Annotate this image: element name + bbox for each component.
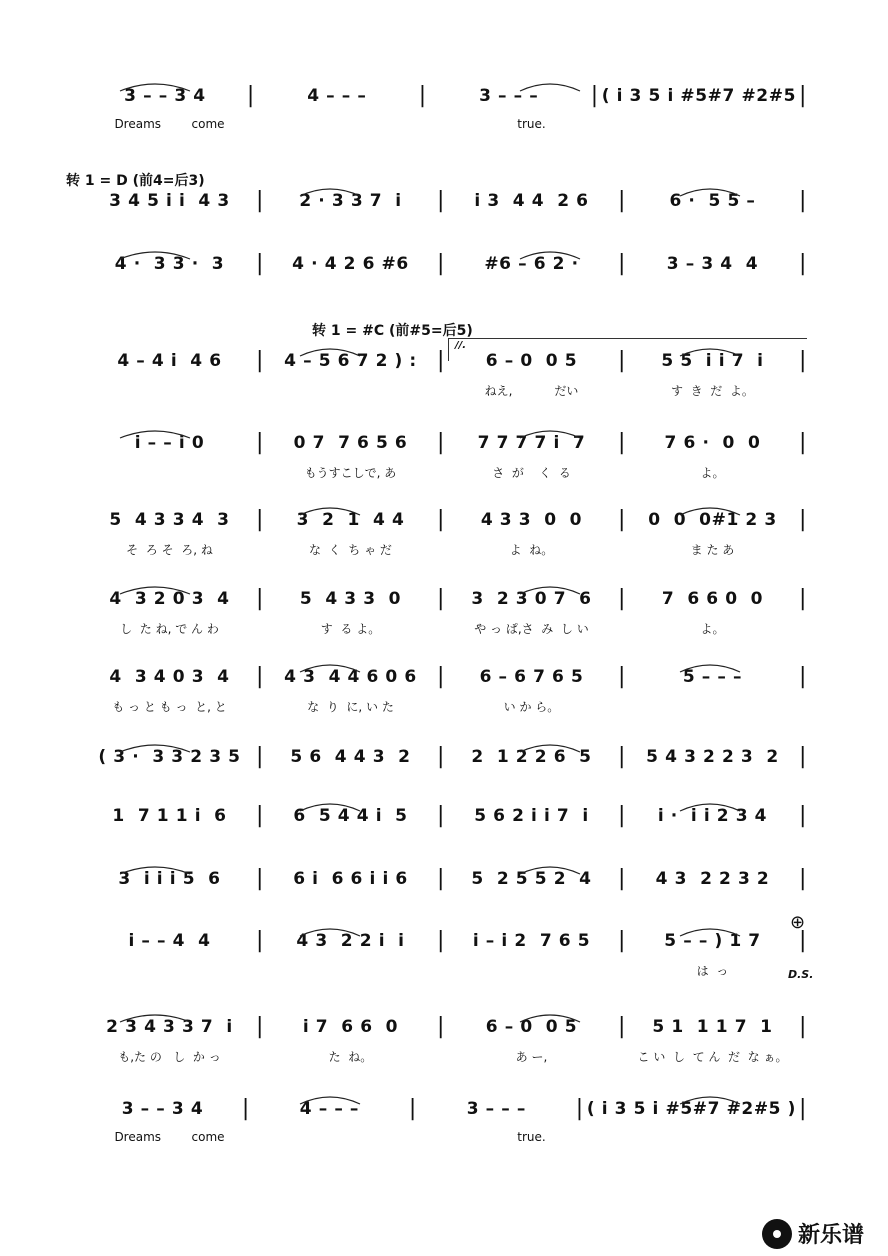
measure: 3 4 5 i i 4 3	[109, 191, 230, 211]
barline: |	[436, 348, 445, 373]
measure: 0 7 7 6 5 6	[293, 433, 408, 453]
barline: |	[798, 1014, 807, 1039]
measure: 6 – 6 7 6 5	[479, 667, 584, 687]
measure: 5 – – –	[682, 667, 743, 687]
measure: i 7 6 6 0	[302, 1017, 399, 1037]
measure: 2 3 4 3 3 7 i	[106, 1017, 233, 1037]
barline: |	[798, 430, 807, 455]
lyric-line	[86, 1130, 810, 1144]
measure: 5 – – ) 1 7	[664, 931, 761, 951]
lyric-line	[86, 962, 810, 979]
measure: 4 – 4 i 4 6	[117, 351, 222, 371]
barline: |	[617, 348, 626, 373]
lyric-text: や っ ぱ,さ み し い	[474, 622, 589, 636]
measure: 4 3 3 0 0	[480, 510, 583, 530]
barline: |	[799, 83, 808, 108]
measure: 5 4 3 3 0	[299, 589, 402, 609]
notation-line	[86, 666, 810, 688]
measure: 4 – – –	[299, 1099, 360, 1119]
score-row	[0, 805, 888, 851]
notation-line	[86, 868, 810, 890]
lyric-text: も っ と も っ と, と	[112, 700, 227, 714]
barline: |	[255, 507, 264, 532]
barline: |	[241, 1096, 250, 1121]
score-row	[0, 666, 888, 712]
score-row	[0, 253, 888, 299]
barline: |	[436, 251, 445, 276]
score-row	[0, 432, 888, 478]
measure: ( 3 · 3 3 2 3 5	[98, 747, 241, 767]
lyric-text	[629, 1130, 796, 1144]
barline: |	[798, 803, 807, 828]
barline: |	[436, 744, 445, 769]
measure: 5 5 i i 7 i	[661, 351, 764, 371]
measure: 4 – 5 6 7 2 ) :	[284, 351, 417, 371]
lyric-text	[267, 117, 434, 131]
lyric-text: よ ね。	[509, 543, 554, 557]
key-change-d: 转 1 = D (前4=后3)	[66, 173, 205, 189]
measure: 5 4 3 3 4 3	[109, 510, 230, 530]
notation-line	[86, 509, 810, 531]
lyric-text	[448, 962, 615, 979]
barline: |	[255, 188, 264, 213]
barline: |	[798, 348, 807, 373]
barline: |	[798, 1096, 807, 1121]
measure: 6 5 4 4 i 5	[293, 806, 408, 826]
score-row	[0, 930, 888, 976]
barline: |	[798, 507, 807, 532]
barline: |	[418, 83, 427, 108]
barline: |	[255, 251, 264, 276]
lyric-text: もうすこしで, あ	[304, 466, 397, 480]
barline: |	[255, 586, 264, 611]
barline: |	[798, 188, 807, 213]
ds-mark: D.S.	[788, 968, 814, 981]
lyric-text: な く ち ゃ だ	[309, 543, 392, 557]
lyric-text: も,た の し か っ	[118, 1050, 221, 1064]
lyric-line	[86, 541, 810, 558]
measure: 7 6 · 0 0	[664, 433, 761, 453]
measure: 5 4 3 2 2 3 2	[646, 747, 779, 767]
barline: |	[617, 664, 626, 689]
lyric-text: そ ろ そ ろ, ね	[126, 543, 213, 557]
measure: 6 · 5 5 –	[669, 191, 756, 211]
coda-icon: ⊕	[790, 912, 806, 933]
barline: |	[255, 430, 264, 455]
measure: 5 2 5 5 2 4	[471, 869, 592, 889]
barline: |	[408, 1096, 417, 1121]
measure: i – – 4 4	[128, 931, 211, 951]
lyric-text: true.	[517, 117, 546, 131]
measure: i – – i 0	[134, 433, 205, 453]
score-row	[0, 509, 888, 555]
barline: |	[617, 251, 626, 276]
notation-line	[86, 1016, 810, 1038]
measure: 4 3 2 0 3 4	[109, 589, 230, 609]
lyric-text	[629, 698, 796, 715]
measure: i – i 2 7 6 5	[472, 931, 591, 951]
lyric-text: Dreams come	[114, 117, 225, 131]
lyric-text	[86, 962, 253, 979]
barline: |	[436, 1014, 445, 1039]
measure: 6 – 0 0 5	[485, 1017, 578, 1037]
lyric-text: し た ね, で ん わ	[120, 622, 219, 636]
record-icon	[762, 1219, 792, 1249]
lyric-text: こ い し て ん だ な ぁ。	[637, 1050, 788, 1064]
measure: 5 6 2 i i 7 i	[474, 806, 589, 826]
barline: |	[246, 83, 255, 108]
barline: |	[255, 664, 264, 689]
lyric-text: true.	[517, 1130, 546, 1144]
lyric-text: す き だ よ。	[671, 384, 754, 398]
measure: 4 3 4 0 3 4	[109, 667, 230, 687]
lyric-text: ま た あ	[690, 543, 735, 557]
barline: |	[255, 928, 264, 953]
barline: |	[436, 430, 445, 455]
logo-text: 新乐谱	[798, 1223, 865, 1248]
barline: |	[798, 664, 807, 689]
barline: |	[617, 586, 626, 611]
score-row	[0, 1098, 888, 1144]
barline: |	[436, 507, 445, 532]
volta-label: //.	[455, 340, 467, 351]
notation-line	[86, 85, 810, 107]
lyric-text: ねえ, だい	[484, 384, 579, 398]
measure: #6 – 6 2 ·	[484, 254, 579, 274]
lyric-text	[86, 464, 253, 481]
score-row	[0, 746, 888, 792]
measure: 2 1 2 2 6 5	[471, 747, 592, 767]
lyric-text: い か ら。	[503, 700, 560, 714]
lyric-text: よ。	[700, 466, 725, 480]
barline: |	[617, 866, 626, 891]
notation-line	[86, 930, 810, 952]
barline: |	[617, 430, 626, 455]
measure: 3 – – 3 4	[121, 1099, 204, 1119]
notation-line	[86, 253, 810, 275]
barline: |	[255, 744, 264, 769]
lyric-text	[629, 117, 796, 131]
barline: |	[617, 803, 626, 828]
barline: |	[255, 1014, 264, 1039]
barline: |	[617, 507, 626, 532]
lyric-line	[86, 464, 810, 481]
measure: 7 6 6 0 0	[661, 589, 764, 609]
measure: i 3 4 4 2 6	[474, 191, 589, 211]
notation-line	[86, 1098, 810, 1120]
lyric-text: Dreams come	[114, 1130, 225, 1144]
barline: |	[798, 866, 807, 891]
notation-line	[86, 190, 810, 212]
measure: 4 · 4 2 6 #6	[292, 254, 409, 274]
measure: 4 3 4 4 6 0 6	[284, 667, 417, 687]
barline: |	[617, 744, 626, 769]
measure: 5 1 1 1 7 1	[652, 1017, 773, 1037]
barline: |	[798, 586, 807, 611]
measure: 4 – – –	[307, 86, 367, 106]
measure: ( i 3 5 i #5#7 #2#5 )	[586, 1099, 796, 1119]
lyric-text	[267, 962, 434, 979]
barline: |	[436, 866, 445, 891]
measure: 3 2 3 0 7 6	[471, 589, 592, 609]
score-row	[0, 868, 888, 914]
barline: |	[575, 1096, 584, 1121]
barline: |	[255, 348, 264, 373]
lyric-text: よ。	[700, 622, 725, 636]
score-row	[0, 85, 888, 131]
barline: |	[436, 803, 445, 828]
barline: |	[590, 83, 599, 108]
lyric-line	[86, 620, 810, 637]
lyric-text: す る よ。	[320, 622, 381, 636]
measure: 1 7 1 1 i 6	[112, 806, 227, 826]
measure: 7 7 7 7 i 7	[477, 433, 586, 453]
brand-logo	[762, 1218, 864, 1249]
lyric-text: た ね。	[328, 1050, 373, 1064]
lyric-text	[86, 382, 253, 399]
lyric-text: あ ー,	[515, 1050, 548, 1064]
measure: 2 · 3 3 7 i	[299, 191, 402, 211]
measure: 5 6 4 4 3 2	[290, 747, 411, 767]
barline: |	[255, 866, 264, 891]
measure: 6 i 6 6 i i 6	[293, 869, 408, 889]
lyric-text: は っ	[696, 964, 729, 978]
measure: 0 0 0#1 2 3	[648, 510, 777, 530]
notation-line	[86, 746, 810, 768]
measure: ( i 3 5 i #5#7 #2#5	[601, 86, 797, 106]
measure: 3 2 1 4 4	[296, 510, 405, 530]
barline: |	[617, 1014, 626, 1039]
lyric-text	[267, 1130, 434, 1144]
measure: i · i i 2 3 4	[657, 806, 768, 826]
notation-line	[86, 432, 810, 454]
measure: 3 – – 3 4	[124, 86, 206, 106]
barline: |	[436, 928, 445, 953]
lyric-line	[86, 698, 810, 715]
measure: 6 – 0 0 5	[485, 351, 578, 371]
barline: |	[255, 803, 264, 828]
lyric-text	[267, 382, 434, 399]
key-change-csharp: 转 1 = #C (前#5=后5)	[312, 323, 473, 339]
notation-line	[86, 350, 810, 372]
score-row	[0, 1016, 888, 1062]
lyric-line	[86, 382, 810, 399]
barline: |	[798, 928, 807, 953]
barline: |	[436, 586, 445, 611]
score-row	[0, 350, 888, 396]
barline: |	[436, 188, 445, 213]
score-row	[0, 190, 888, 236]
measure: 4 3 2 2 3 2	[655, 869, 770, 889]
lyric-line	[86, 117, 810, 131]
lyric-line	[86, 1048, 810, 1065]
measure: 3 – 3 4 4	[666, 254, 759, 274]
barline: |	[436, 664, 445, 689]
score-row	[0, 588, 888, 634]
notation-line	[86, 588, 810, 610]
lyric-text: さ が く る	[492, 466, 571, 480]
measure: 3 – – –	[479, 86, 539, 106]
barline: |	[617, 188, 626, 213]
notation-line	[86, 805, 810, 827]
barline: |	[798, 251, 807, 276]
measure: 4 3 2 2 i i	[296, 931, 405, 951]
measure: 3 – – –	[466, 1099, 526, 1119]
measure: 3 i i i 5 6	[118, 869, 221, 889]
barline: |	[798, 744, 807, 769]
measure: 4 · 3 3 · 3	[114, 254, 225, 274]
lyric-text: な り に, い た	[307, 700, 394, 714]
barline: |	[617, 928, 626, 953]
